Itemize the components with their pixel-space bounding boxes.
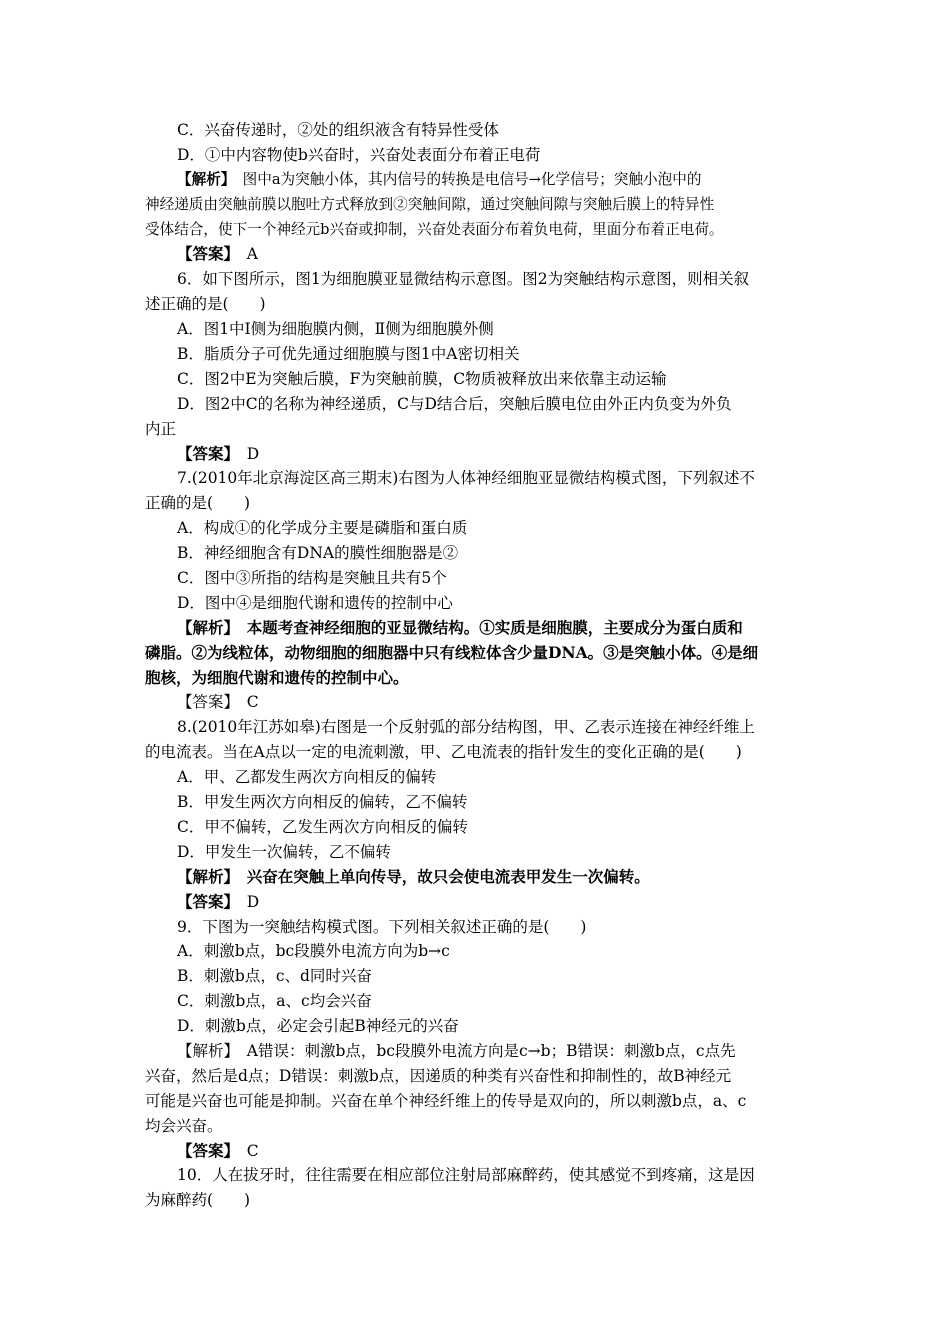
line-text: 可能是兴奋也可能是抑制。兴奋在单个神经纤维上的传导是双向的，所以刺激b点，a、c [145,1091,747,1110]
text-line [145,989,810,1014]
answer-line [145,442,810,467]
text-line [145,715,810,740]
line-text: C．甲不偏转，乙发生两次方向相反的偏转 [177,817,468,836]
section-tag: 【答案】 [177,1140,232,1160]
line-text: A [231,245,258,264]
line-text: A．图1中Ⅰ侧为细胞膜内侧，Ⅱ侧为细胞膜外侧 [177,320,494,339]
text-line [145,939,810,964]
analysis-line [145,865,810,890]
text-line [145,267,810,292]
text-line [145,1114,810,1139]
line-text: 受体结合，使下一个神经元b兴奋或抑制，兴奋处表面分布着负电荷，里面分布着正电荷。 [145,220,724,238]
line-text: D．①中内容物使b兴奋时，兴奋处表面分布着正电荷 [177,145,541,164]
line-text: C．刺激b点，a、c均会兴奋 [177,992,372,1011]
text-line [145,641,810,666]
text-line [145,566,810,591]
text-line [145,915,810,940]
text-line [145,790,810,815]
text-line [145,466,810,491]
text-line [145,666,810,691]
analysis-line [145,616,810,641]
text-line [145,740,810,765]
line-text: 8.(2010年江苏如皋)右图是一个反射弧的部分结构图，甲、乙表示连接在神经纤维上 [177,718,755,737]
line-text: 述正确的是( ) [145,295,266,314]
section-tag: 【答案】 [177,693,232,712]
text-line [145,1089,810,1114]
text-line [145,193,810,218]
text-line [145,317,810,342]
text-line [145,840,810,865]
line-text: C．兴奋传递时，②处的组织液含有特异性受体 [177,121,499,139]
text-line [145,143,810,168]
line-text: D．图中④是细胞代谢和遗传的控制中心 [177,593,453,612]
section-tag: 【解析】 [177,170,229,188]
line-text: C．图中③所指的结构是突触且共有5个 [177,569,447,588]
line-text: 兴奋，然后是d点；D错误：刺激b点，因递质的种类有兴奋性和抑制性的，故B神经元 [145,1066,732,1085]
line-text: D．图2中C的名称为神经递质，C与D结合后，突触后膜电位由外正内负变为外负 [177,394,732,413]
answer-line [145,890,810,915]
line-text: B．刺激b点，c、d同时兴奋 [177,967,372,986]
line-text: A．刺激b点，bc段膜外电流方向为b→c [177,942,450,961]
line-text: C [231,1141,259,1160]
text-line [145,417,810,442]
line-text: 正确的是( ) [145,494,251,513]
text-line [145,392,810,417]
line-text: 图中a为突触小体，其内信号的转换是电信号→化学信号；突触小泡中的 [228,170,702,188]
line-text: 9．下图为一突触结构模式图。下列相关叙述正确的是( ) [177,917,587,936]
text-line [145,367,810,392]
line-text: B．神经细胞含有DNA的膜性细胞器是② [177,544,459,563]
text-line [145,964,810,989]
line-text: C [231,693,259,712]
text-line [145,491,810,516]
line-text: D．刺激b点，必定会引起B神经元的兴奋 [177,1017,459,1036]
answer-line [145,242,810,267]
line-text: 胞核，为细胞代谢和遗传的控制中心。 [145,667,409,687]
line-text: 磷脂。②为线粒体，动物细胞的细胞器中只有线粒体含少量DNA。③是突触小体。④是细 [145,642,759,662]
line-text: 为麻醉药( ) [145,1191,251,1210]
line-text: D [231,892,260,911]
text-line [145,591,810,616]
answer-line [145,690,810,715]
text-line [145,765,810,790]
text-line [145,1163,810,1188]
text-line [145,815,810,840]
line-text: D [231,444,260,463]
line-text: 内正 [145,419,177,438]
line-text: B．甲发生两次方向相反的偏转，乙不偏转 [177,793,468,812]
line-text: 本题考查神经细胞的亚显微结构。①实质是细胞膜，主要成分为蛋白质和 [231,617,743,637]
line-text: 的电流表。当在A点以一定的电流刺激，甲、乙电流表的指针发生的变化正确的是( ) [145,743,742,762]
line-text: A．构成①的化学成分主要是磷脂和蛋白质 [177,519,468,538]
text-line [145,342,810,367]
analysis-line [145,1039,810,1064]
text-line [145,218,810,243]
text-line [145,292,810,317]
text-line [145,516,810,541]
line-text: 兴奋在突触上单向传导，故只会使电流表甲发生一次偏转。 [231,866,650,886]
text-line [145,1014,810,1039]
answer-line [145,1139,810,1164]
analysis-line [145,168,810,193]
section-tag: 【答案】 [177,244,232,264]
section-tag: 【解析】 [177,617,232,637]
text-line [145,1188,810,1213]
section-tag: 【解析】 [177,1041,232,1060]
document-body [145,118,810,1213]
line-text: A．甲、乙都发生两次方向相反的偏转 [177,768,437,787]
line-text: 7.(2010年北京海淀区高三期末)右图为人体神经细胞亚显微结构模式图，下列叙述不 [177,469,755,488]
line-text: B．脂质分子可优先通过细胞膜与图1中A密切相关 [177,345,520,364]
section-tag: 【答案】 [177,891,232,911]
line-text: 神经递质由突触前膜以胞吐方式释放到②突触间隙，通过突触间隙与突触后膜上的特异性 [145,195,715,213]
line-text: 10．人在拔牙时，往往需要在相应部位注射局部麻醉药，使其感觉不到疼痛，这是因 [177,1166,755,1185]
section-tag: 【答案】 [177,443,232,463]
text-line [145,118,810,143]
line-text: D．甲发生一次偏转，乙不偏转 [177,842,391,861]
section-tag: 【解析】 [177,866,232,886]
text-line [145,541,810,566]
line-text: A错误：刺激b点，bc段膜外电流方向是c→b；B错误：刺激b点，c点先 [231,1041,736,1060]
text-line [145,1064,810,1089]
line-text: C．图2中E为突触后膜，F为突触前膜，C物质被释放出来依靠主动运输 [177,369,667,388]
line-text: 均会兴奋。 [145,1116,223,1135]
line-text: 6．如下图所示，图1为细胞膜亚显微结构示意图。图2为突触结构示意图，则相关叙 [177,270,750,289]
